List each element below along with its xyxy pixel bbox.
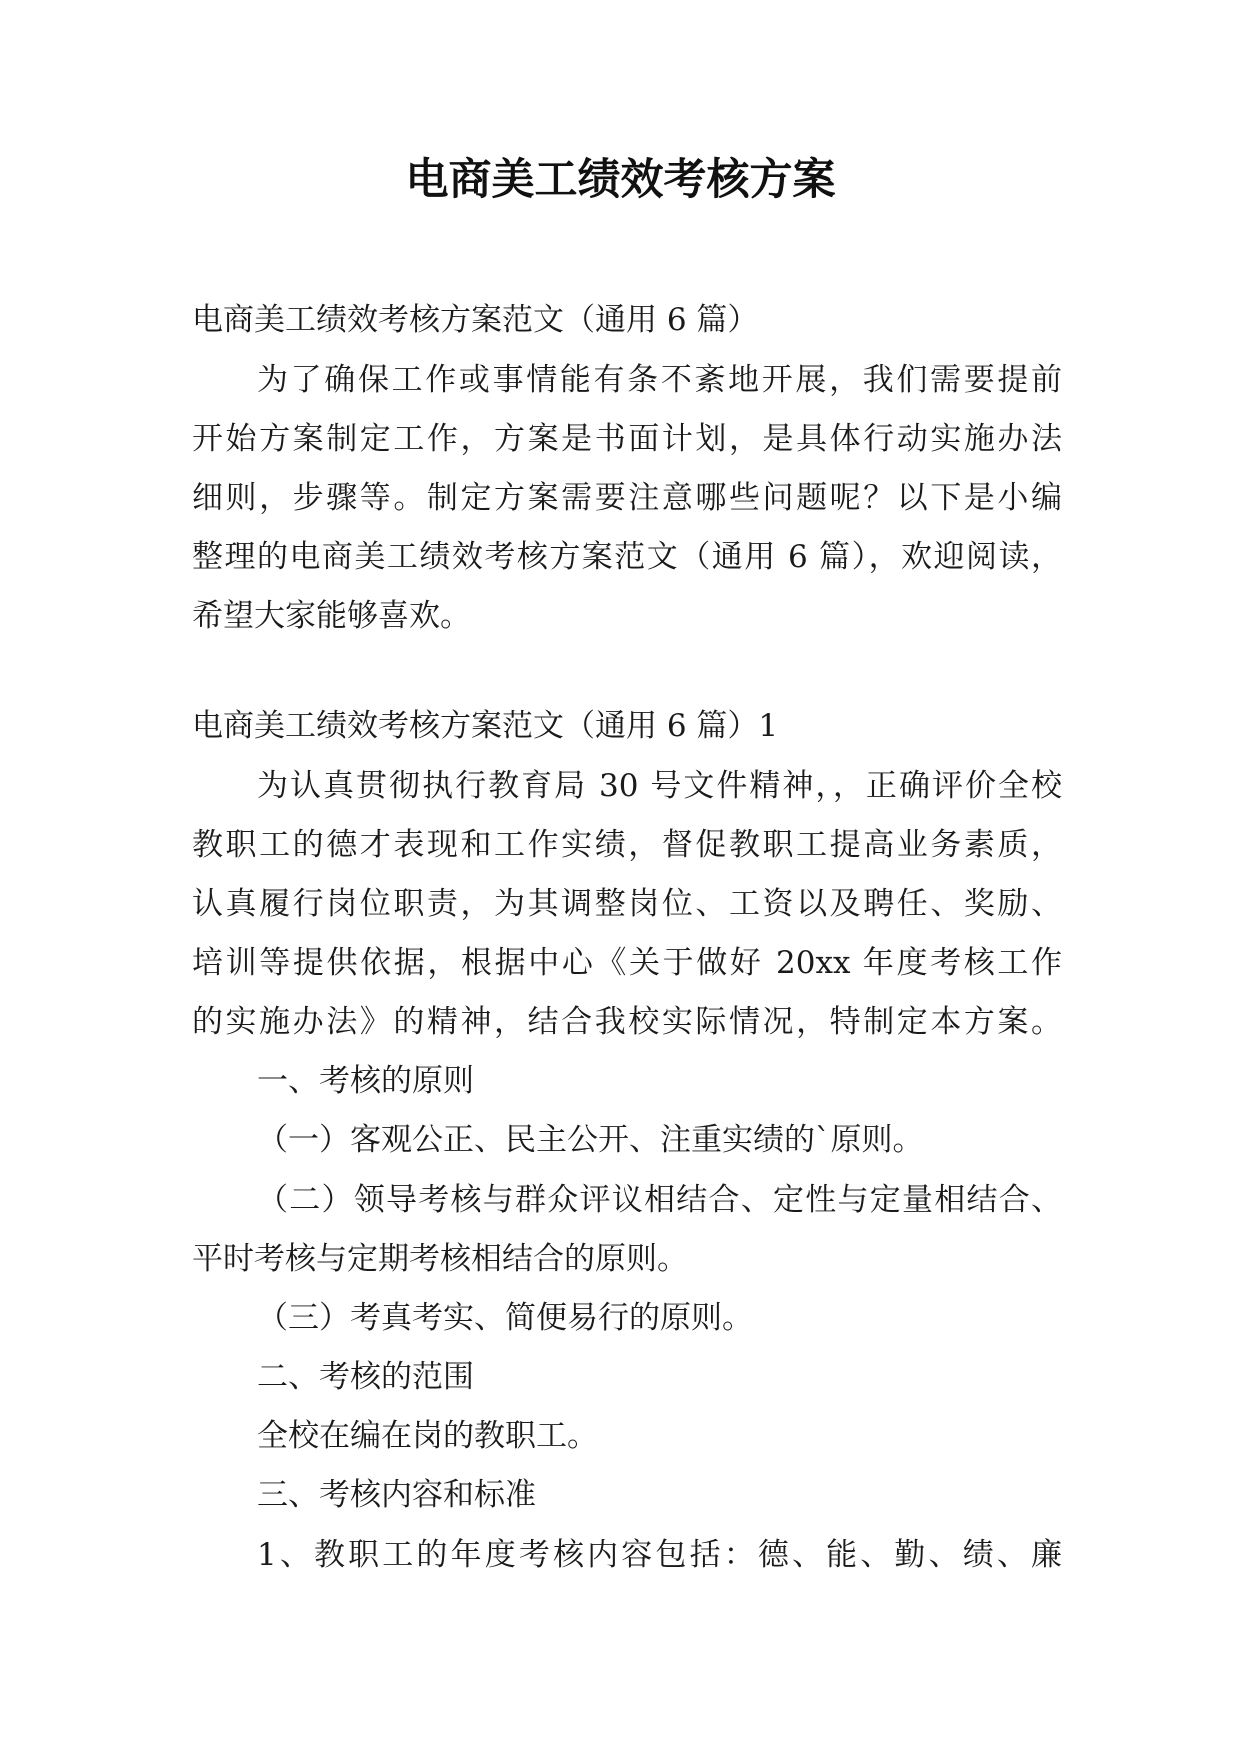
text-line: 为了确保工作或事情能有条不紊地开展，我们需要提前	[257, 362, 1062, 398]
text-line: （三）考真考实、简便易行的原则。	[257, 1300, 753, 1336]
text-line: （二）领导考核与群众评议相结合、定性与定量相结合、	[257, 1182, 1062, 1218]
text-line: 培训等提供依据，根据中心《关于做好 20xx 年度考核工作	[192, 945, 1062, 981]
document-title: 电商美工绩效考核方案	[405, 155, 836, 205]
text-line: 开始方案制定工作，方案是书面计划，是具体行动实施办法	[192, 421, 1062, 457]
text-line: 全校在编在岗的教职工。	[257, 1418, 598, 1454]
text-line: 平时考核与定期考核相结合的原则。	[192, 1241, 688, 1277]
text-line: 细则，步骤等。制定方案需要注意哪些问题呢？以下是小编	[192, 480, 1062, 516]
text-line: （一）客观公正、民主公开、注重实绩的`原则。	[257, 1122, 924, 1158]
section-heading: 一、考核的原则	[257, 1063, 474, 1099]
text-line: 认真履行岗位职责，为其调整岗位、工资以及聘任、奖励、	[192, 886, 1062, 922]
section-heading: 二、考核的范围	[257, 1359, 474, 1395]
text-line: 希望大家能够喜欢。	[192, 598, 471, 634]
text-line: 电商美工绩效考核方案范文（通用 6 篇）	[192, 302, 759, 338]
text-line: 电商美工绩效考核方案范文（通用 6 篇）1	[192, 708, 779, 744]
text-line: 整理的电商美工绩效考核方案范文（通用 6 篇），欢迎阅读，	[192, 539, 1062, 575]
section-heading: 三、考核内容和标准	[257, 1477, 536, 1513]
text-line: 为认真贯彻执行教育局 30 号文件精神，，正确评价全校	[257, 768, 1062, 804]
text-line: 1、教职工的年度考核内容包括：德、能、勤、绩、廉	[257, 1537, 1062, 1573]
text-line: 的实施办法》的精神，结合我校实际情况，特制定本方案。	[192, 1004, 1062, 1040]
text-line: 教职工的德才表现和工作实绩，督促教职工提高业务素质，	[192, 827, 1062, 863]
